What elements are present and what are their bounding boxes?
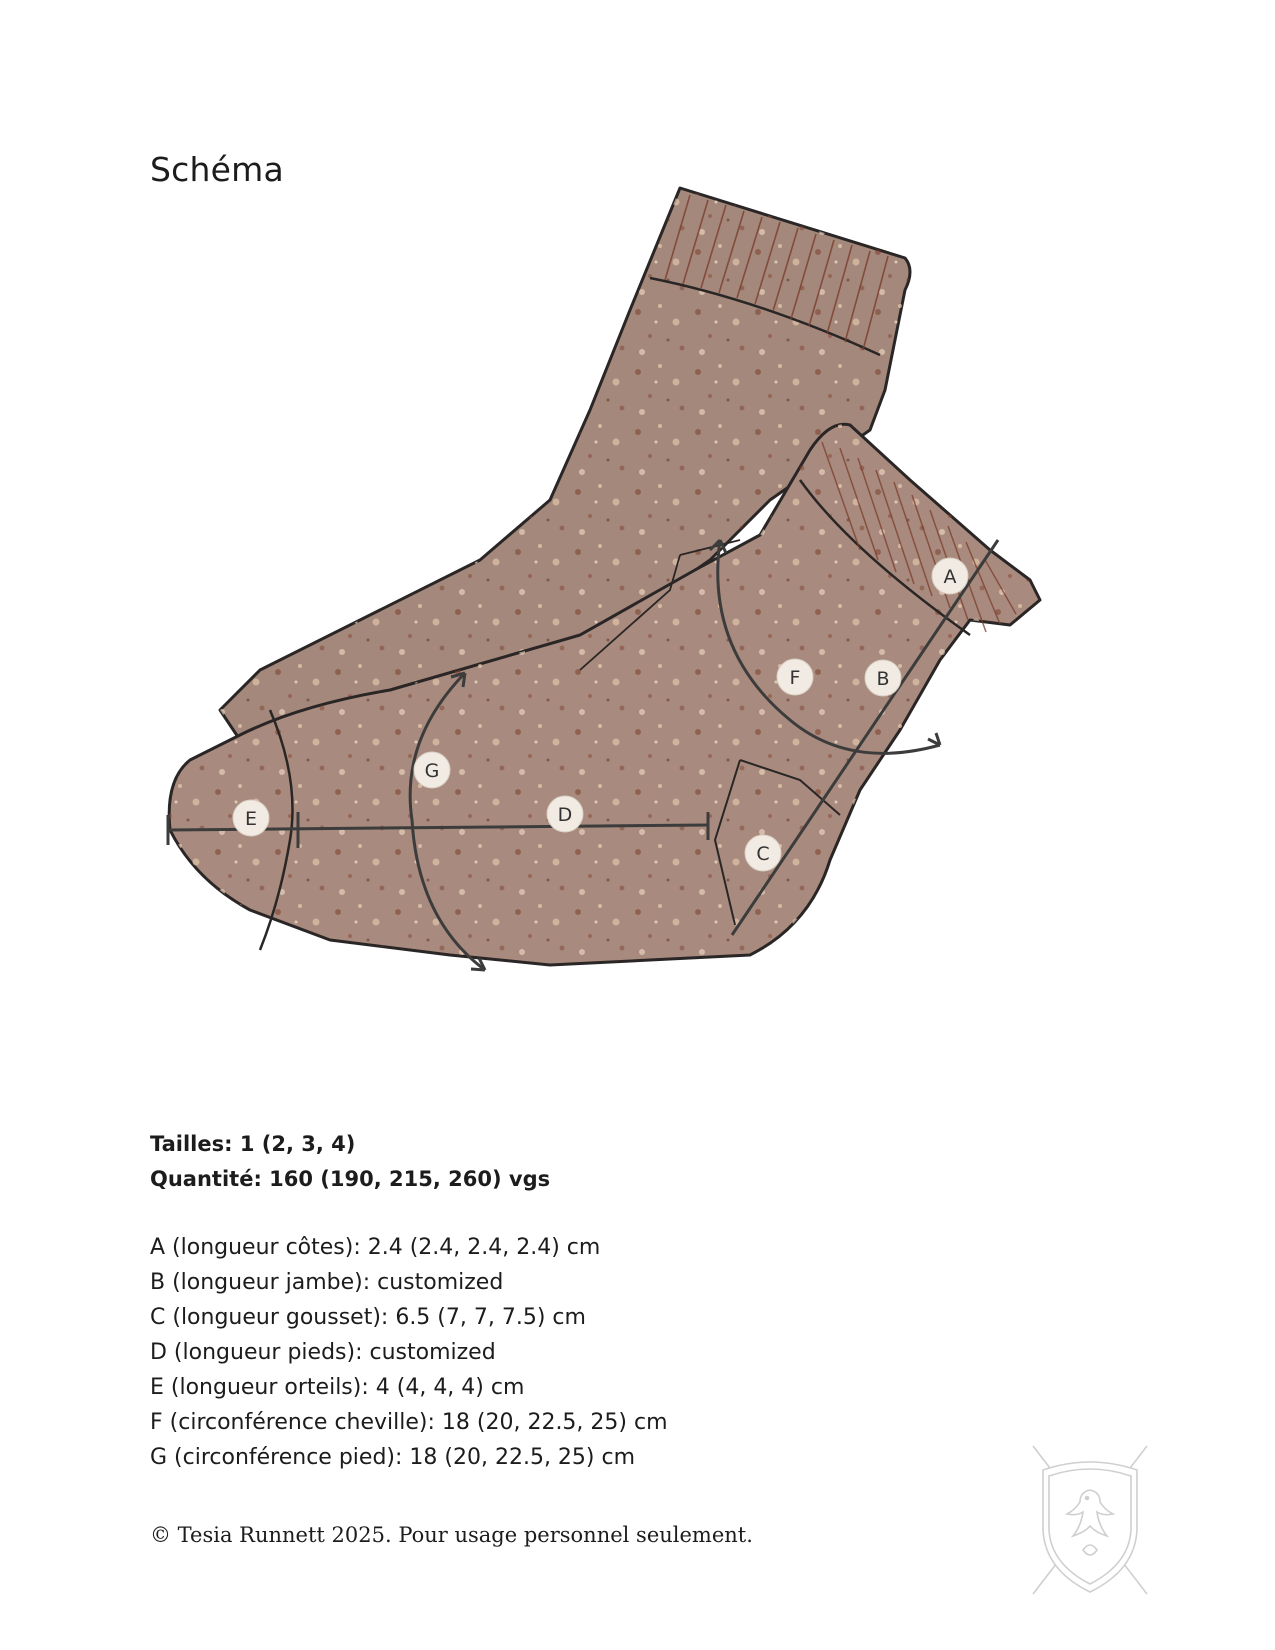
measurement-a: A (longueur côtes): 2.4 (2.4, 2.4, 2.4) cm <box>150 1235 601 1260</box>
measurement-b: B (longueur jambe): customized <box>150 1270 504 1295</box>
sock-schematic <box>150 180 1120 1050</box>
svg-text:F: F <box>789 667 801 689</box>
marker-b <box>865 660 901 696</box>
svg-text:B: B <box>876 668 890 690</box>
svg-text:C: C <box>756 843 770 865</box>
measurement-e: E (longueur orteils): 4 (4, 4, 4) cm <box>150 1375 525 1400</box>
svg-text:A: A <box>943 566 957 588</box>
quantity-line: Quantité: 160 (190, 215, 260) vgs <box>150 1167 551 1191</box>
marker-a <box>932 558 968 594</box>
measurement-list <box>150 1230 668 1475</box>
svg-text:E: E <box>244 808 258 830</box>
measurement-f: F (circonférence cheville): 18 (20, 22.5, 25) cm <box>150 1410 668 1435</box>
copyright-notice: © Tesia Runnett 2025. Pour usage personnel seulement. <box>150 1523 753 1547</box>
marker-g <box>414 752 450 788</box>
size-info <box>150 1127 550 1197</box>
marker-c <box>745 835 781 871</box>
measurement-c: C (longueur gousset): 6.5 (7, 7, 7.5) cm <box>150 1305 586 1330</box>
measurement-g: G (circonférence pied): 18 (20, 22.5, 25) cm <box>150 1445 636 1470</box>
marker-f <box>777 659 813 695</box>
svg-text:G: G <box>424 760 440 782</box>
marker-e <box>233 800 269 836</box>
measurement-d: D (longueur pieds): customized <box>150 1340 496 1365</box>
svg-text:D: D <box>557 804 573 826</box>
marker-d <box>547 796 583 832</box>
sizes-line: Tailles: 1 (2, 3, 4) <box>150 1132 356 1156</box>
crest-logo-icon <box>1025 1440 1155 1600</box>
page-title: Schéma <box>150 150 284 189</box>
